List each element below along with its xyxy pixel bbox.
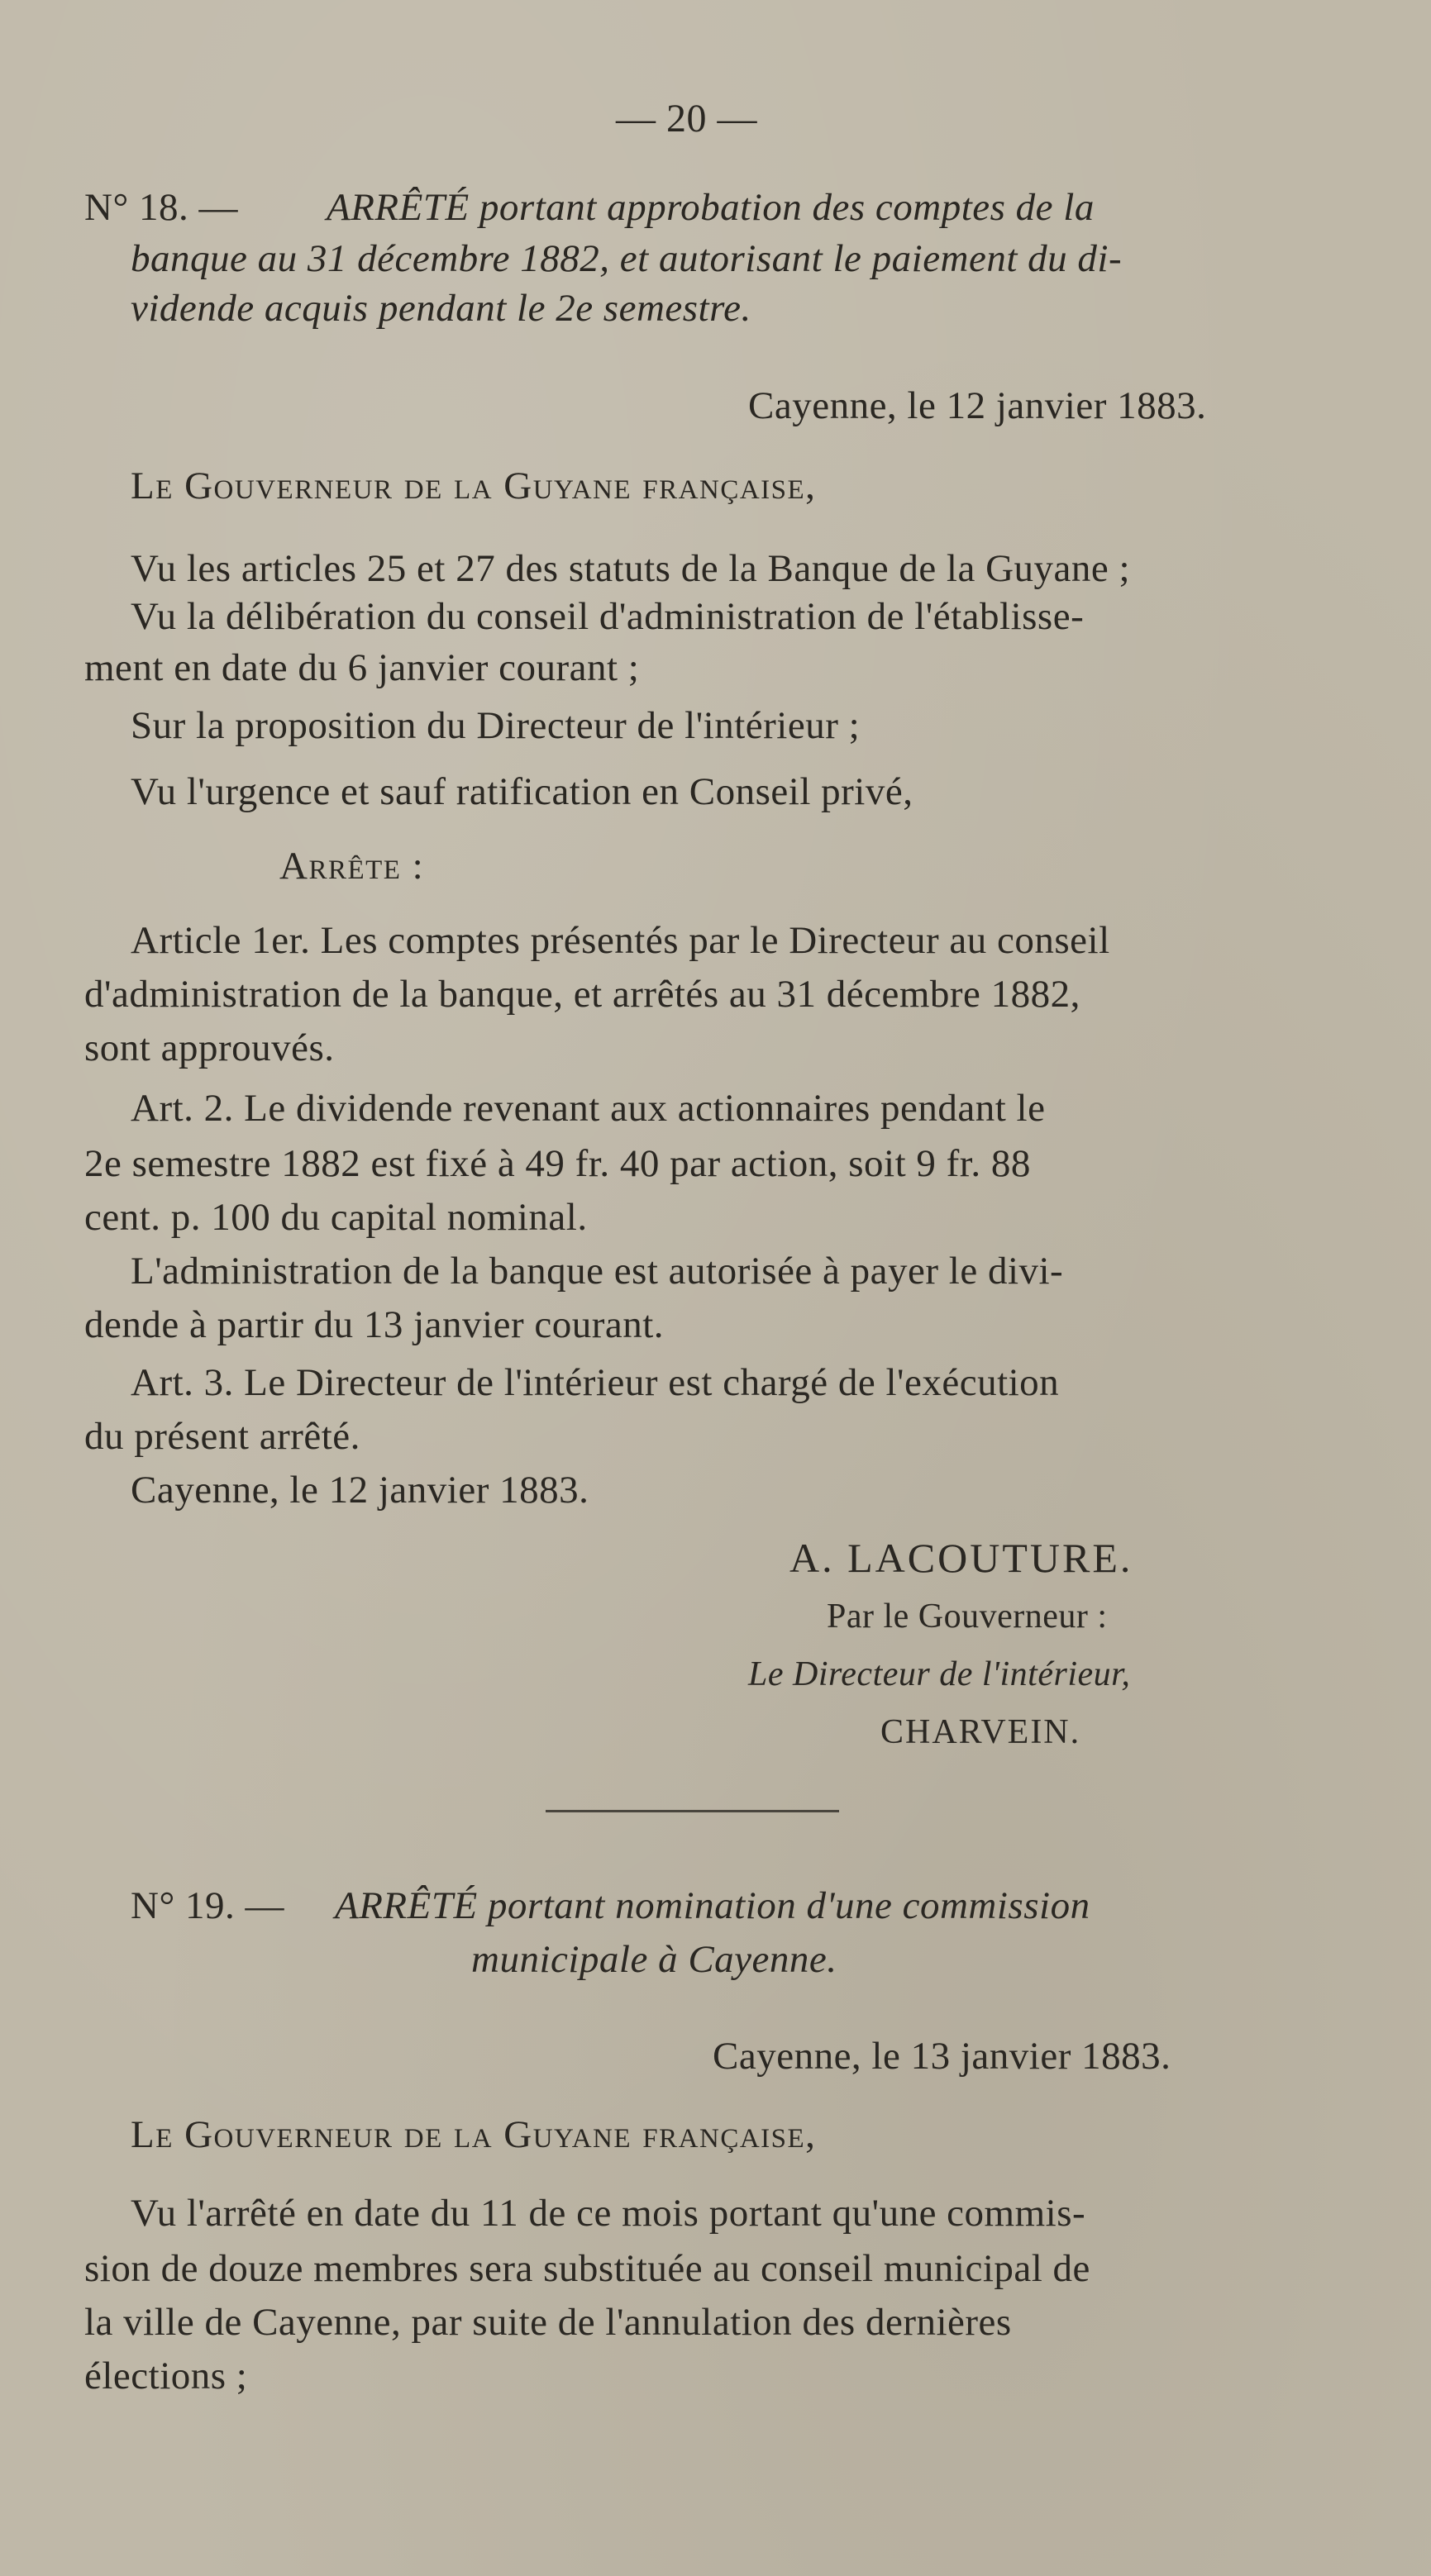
decree-18-article-line-7: L'administration de la banque est autorisée à payer le divi- [131,1250,1064,1293]
decree-18-article-line-3: sont approuvés. [84,1026,335,1069]
decree-18-heading-line-2: banque au 31 décembre 1882, et autorisant le paiement du di- [131,237,1123,280]
decree-19-consideration-3: la ville de Cayenne, par suite de l'annulation des dernières [84,2301,1012,2344]
decree-18-article-line-11: Cayenne, le 12 janvier 1883. [131,1469,589,1512]
section-divider [546,1810,839,1812]
decree-19-number: N° 19. — [131,1884,284,1927]
decree-19-consideration-1: Vu l'arrêté en date du 11 de ce mois portant qu'une commis- [131,2192,1086,2235]
decree-18-consideration-2: Vu la délibération du conseil d'administration de l'établisse- [131,595,1085,638]
decree-18-arrete-label: Arrête : [279,845,425,888]
decree-18-consideration-4: Sur la proposition du Directeur de l'intérieur ; [131,704,861,747]
decree-18-consideration-5: Vu l'urgence et sauf ratification en Conseil privé, [131,770,913,813]
decree-19-governor-line: Le Gouverneur de la Guyane française, [131,2113,817,2156]
decree-18-countersign: CHARVEIN. [880,1713,1081,1751]
decree-18-article-line-10: du présent arrêté. [84,1415,360,1458]
decree-18-heading-line-3: vidende acquis pendant le 2e semestre. [131,287,751,330]
decree-18-heading-line-1: ARRÊTÉ portant approbation des comptes de la [327,186,1095,229]
decree-18-article-line-4: Art. 2. Le dividende revenant aux actionnaires pendant le [131,1087,1046,1130]
decree-18-article-line-1: Article 1er. Les comptes présentés par le Directeur au conseil [131,919,1110,962]
decree-19-consideration-4: élections ; [84,2355,248,2397]
decree-18-consideration-3: ment en date du 6 janvier courant ; [84,646,640,689]
page-number: — 20 — [616,97,757,140]
decree-19-heading-line-2: municipale à Cayenne. [471,1938,837,1981]
decree-18-article-line-8: dende à partir du 13 janvier courant. [84,1303,665,1346]
decree-18-governor-line: Le Gouverneur de la Guyane française, [131,464,817,507]
decree-18-signature-by-line: Par le Gouverneur : [827,1598,1108,1636]
decree-18-consideration-1: Vu les articles 25 et 27 des statuts de la Banque de la Guyane ; [131,547,1131,590]
decree-19-place-date: Cayenne, le 13 janvier 1883. [713,2035,1171,2078]
decree-19-consideration-2: sion de douze membres sera substituée au conseil municipal de [84,2247,1090,2290]
decree-18-number: N° 18. — [84,186,238,229]
decree-19-heading-line-1: ARRÊTÉ portant nomination d'une commission [335,1884,1090,1927]
decree-18-article-line-2: d'administration de la banque, et arrêtés au 31 décembre 1882, [84,973,1080,1016]
decree-18-article-line-9: Art. 3. Le Directeur de l'intérieur est chargé de l'exécution [131,1361,1060,1404]
decree-18-article-line-6: cent. p. 100 du capital nominal. [84,1196,588,1239]
decree-18-signature-role: Le Directeur de l'intérieur, [748,1655,1131,1693]
decree-18-place-date: Cayenne, le 12 janvier 1883. [748,384,1207,427]
decree-18-article-line-5: 2e semestre 1882 est fixé à 49 fr. 40 par action, soit 9 fr. 88 [84,1142,1031,1185]
decree-18-signature-name: A. LACOUTURE. [789,1535,1133,1581]
